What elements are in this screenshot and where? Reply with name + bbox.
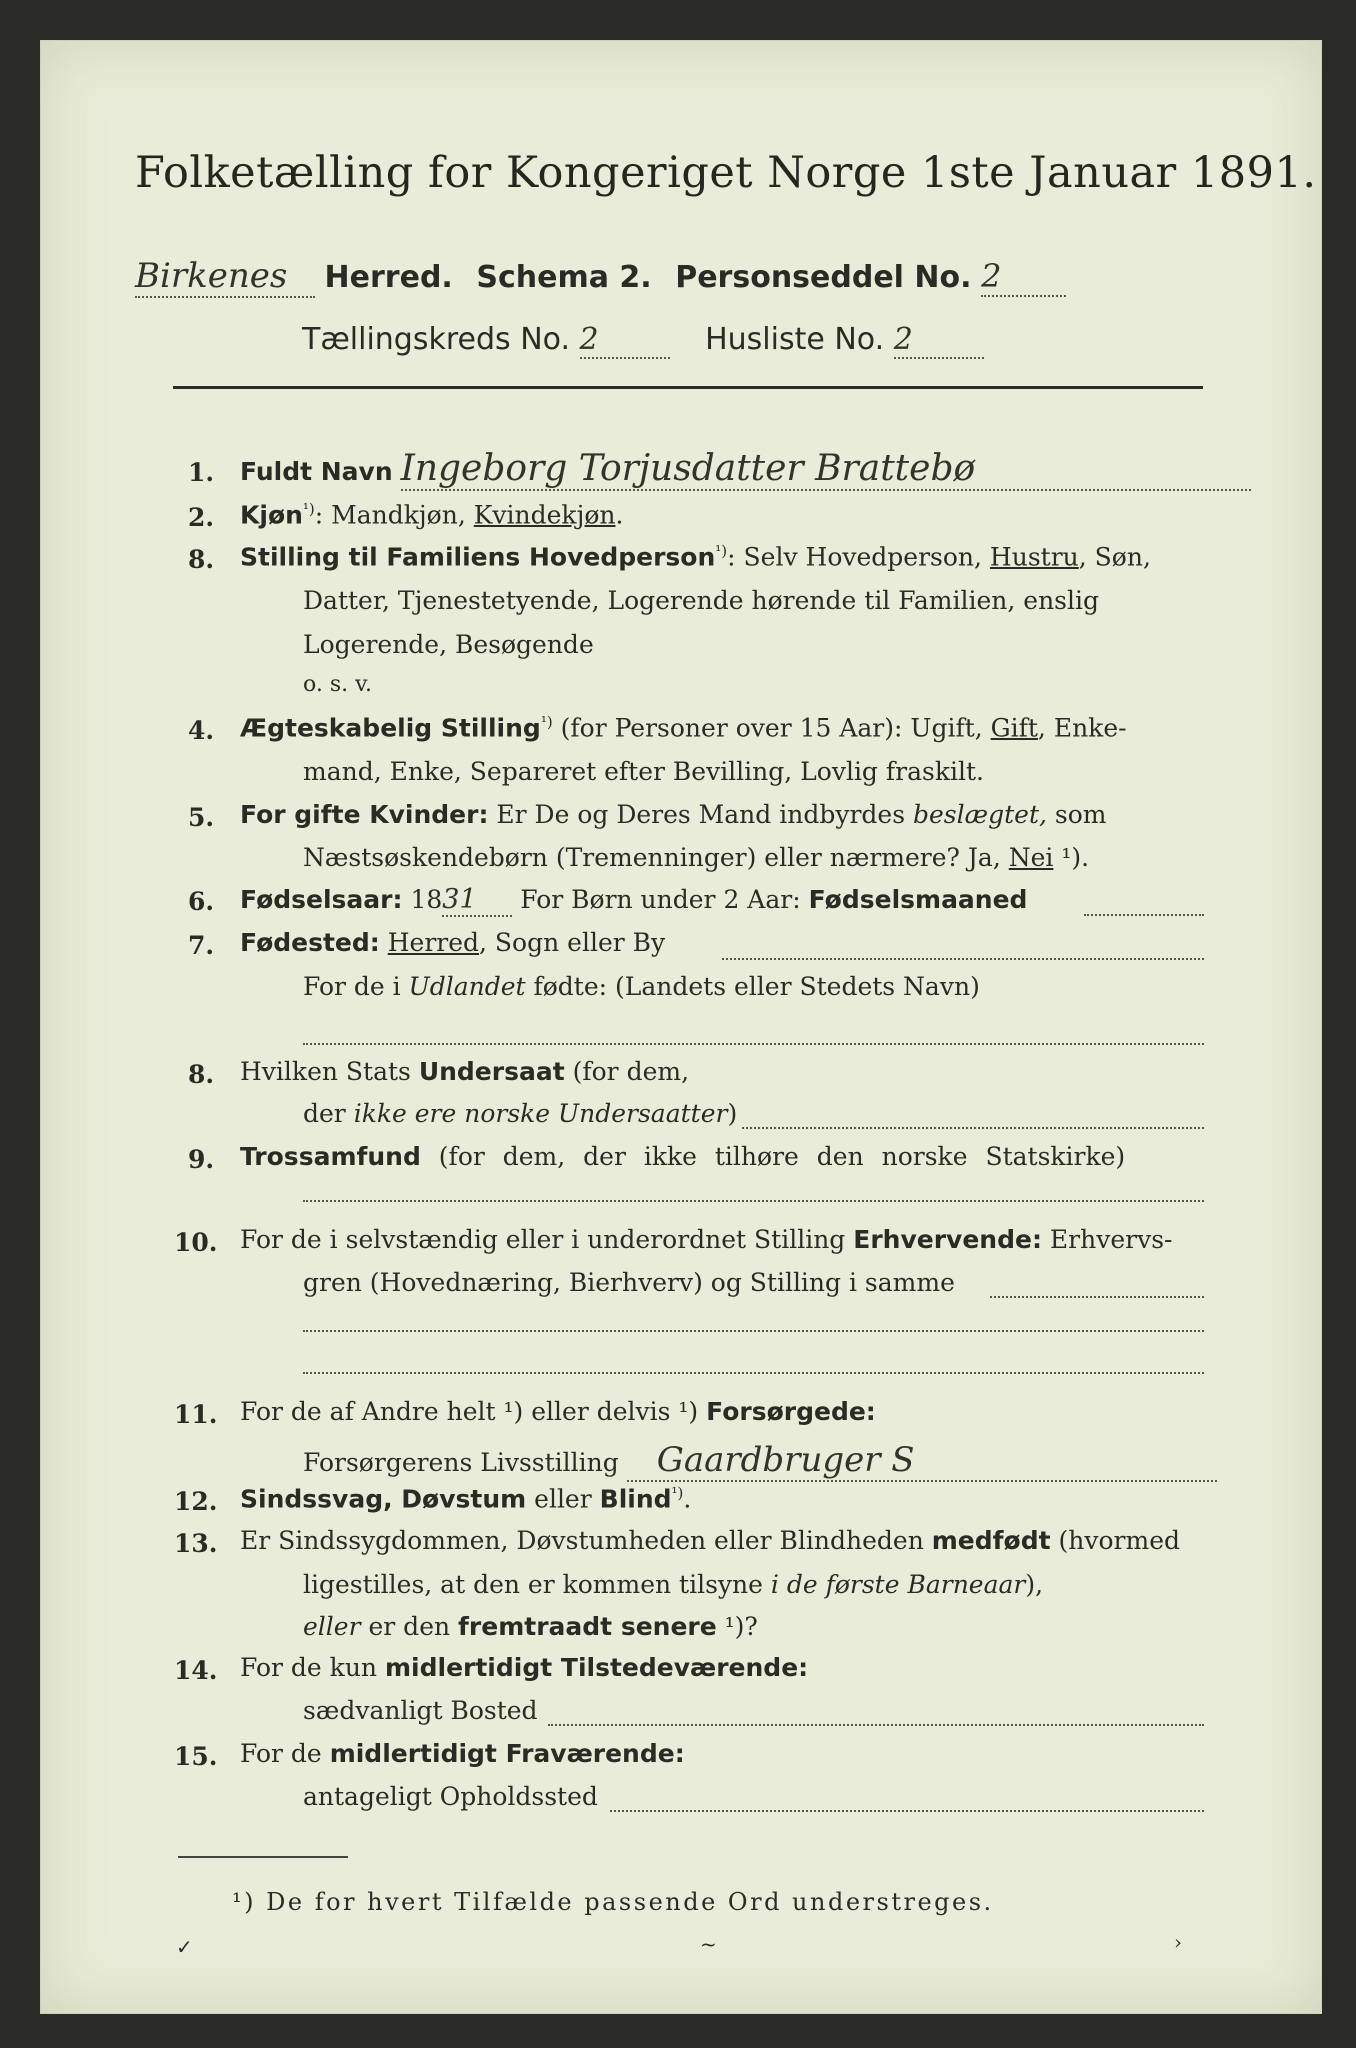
item-13-line-2-end: ), (1025, 1570, 1044, 1599)
item-8-italic: ikke ere norske Undersaatter (353, 1099, 728, 1128)
item-15-text: For de (240, 1739, 330, 1768)
item-7-line-2 (303, 972, 980, 1001)
item-8-line-2 (303, 1099, 737, 1128)
item-7-number: 7. (188, 931, 215, 960)
item-11-line-2 (303, 1440, 1217, 1482)
item-14-fill-line (548, 1724, 1204, 1726)
item-8-number: 8. (188, 1060, 215, 1089)
item-12 (240, 1484, 691, 1513)
item-7-selected: Herred (387, 928, 480, 957)
form-title: Folketælling for Kongeriget Norge 1ste Januar 1891. (135, 148, 1317, 198)
item-5-line-2 (303, 843, 1089, 872)
item-1 (240, 448, 1251, 491)
item-6-year-value: 31 (442, 884, 512, 917)
item-8-line-2-end: ) (727, 1099, 738, 1128)
item-13-line-3-italic: eller (303, 1612, 361, 1641)
item-3-label: Stilling til Familiens Hovedperson (240, 542, 716, 572)
header-divider (173, 386, 1203, 389)
item-8-label: Undersaat (418, 1057, 565, 1086)
item-13-italic: i de første Barneaar (770, 1570, 1026, 1599)
item-4-selected: Gift (990, 713, 1038, 743)
item-10 (240, 1225, 1172, 1254)
footnote-divider (178, 1856, 348, 1858)
item-13-number: 13. (174, 1529, 218, 1558)
item-10-fill-line (990, 1296, 1204, 1298)
kreds-label: Tællingskreds No. (302, 322, 570, 357)
item-7-line-2-end: fødte: (Landets eller Stedets Navn) (525, 972, 980, 1001)
kreds-number: 2 (580, 322, 670, 359)
item-3-line-3: Logerende, Besøgende (303, 630, 594, 659)
item-4-label: Ægteskabelig Stilling (240, 713, 541, 743)
item-9-label: Trossamfund (240, 1142, 421, 1171)
item-11-number: 11. (174, 1400, 218, 1429)
corner-mark-left: ✓ (176, 1935, 193, 1959)
item-7-label: Fødested: (240, 928, 380, 957)
personseddel-number: 2 (981, 257, 1066, 297)
item-2-label: Kjøn (240, 500, 303, 530)
item-6 (240, 884, 1027, 917)
item-5-end: som (1046, 800, 1107, 829)
item-13-line-2-text: ligestilles, at den er kommen tilsyne (303, 1570, 771, 1599)
item-13-line-3-end: ¹)? (716, 1612, 758, 1641)
herred-line (135, 256, 1066, 298)
item-8-line-2-text: der (303, 1099, 354, 1128)
item-11-text: For de af Andre helt ¹) eller delvis ¹) (240, 1397, 707, 1426)
item-14-number: 14. (174, 1656, 218, 1685)
item-7-fill-line (722, 958, 1204, 960)
item-4-sup: ¹) (540, 713, 553, 731)
item-11-label: Forsørgede: (706, 1397, 876, 1426)
item-5-line-2-end: ¹). (1053, 843, 1090, 872)
schema-label: Schema 2. (476, 260, 652, 295)
item-12-label-a: Sindssvag, Døvstum (240, 1484, 527, 1514)
kreds-line (302, 322, 984, 359)
item-5-selected: Nei (1008, 843, 1054, 872)
item-7-answer-line (303, 1043, 1204, 1045)
item-12-end: . (683, 1484, 692, 1514)
item-3-number: 8. (188, 545, 215, 574)
item-13-line-3-label: fremtraadt senere (458, 1612, 717, 1641)
item-10-label: Erhvervende: (853, 1225, 1042, 1254)
item-7-italic: Udlandet (408, 972, 526, 1001)
item-7 (240, 928, 665, 957)
item-13-text: Er Sindssygdommen, Døvstumheden eller Blindheden (240, 1526, 932, 1555)
item-6-label-2: Fødselsmaaned (808, 885, 1028, 914)
item-1-name-value: Ingeborg Torjusdatter Brattebø (401, 448, 1251, 491)
personseddel-label: Personseddel No. (675, 260, 972, 295)
item-3-line-4: o. s. v. (303, 672, 372, 697)
item-4-end: , Enke- (1037, 713, 1127, 743)
item-2-sup: ¹) (302, 500, 315, 518)
item-4 (240, 713, 1127, 742)
item-11 (240, 1397, 876, 1426)
item-3-text: : Selv Hovedperson, (727, 542, 990, 572)
item-2-selected: Kvindekjøn (473, 500, 616, 530)
item-12-number: 12. (174, 1487, 218, 1516)
item-5-italic: beslægtet, (913, 800, 1047, 829)
item-13-label: medfødt (931, 1526, 1051, 1555)
item-12-label-b: Blind (599, 1484, 672, 1514)
footnote: ¹) De for hvert Tilfælde passende Ord understreges. (232, 1888, 994, 1916)
item-14-text: For de kun (240, 1653, 385, 1682)
item-10-answer-line-1 (303, 1330, 1204, 1332)
item-5-text: Er De og Deres Mand indbyrdes (488, 800, 913, 829)
item-5-line-2-text: Næstsøskendebørn (Tremenninger) eller nærmere? Ja, (303, 843, 1009, 872)
item-15-number: 15. (174, 1742, 218, 1771)
item-2-text: : Mandkjøn, (314, 500, 474, 530)
item-15-line-2: antageligt Opholdssted (303, 1782, 598, 1811)
item-2-number: 2. (188, 503, 215, 532)
item-1-label: Fuldt Navn (240, 457, 393, 486)
herred-label: Herred. (324, 260, 453, 295)
item-7-text: , Sogn eller By (479, 928, 666, 957)
item-13-end: (hvormed (1050, 1526, 1180, 1555)
item-1-number: 1. (188, 458, 215, 487)
item-3 (240, 542, 1151, 571)
item-9-answer-line (303, 1200, 1204, 1202)
item-15-label: midlertidigt Fraværende: (329, 1739, 685, 1768)
item-8-fill-line (742, 1127, 1204, 1129)
item-9-number: 9. (188, 1145, 215, 1174)
item-3-end: , Søn, (1078, 542, 1151, 572)
item-8 (240, 1057, 689, 1086)
item-6-prefix: 18 (402, 885, 443, 914)
item-6-month-line (1084, 914, 1204, 916)
item-3-selected: Hustru (989, 542, 1079, 572)
item-6-label: Fødselsaar: (240, 885, 403, 914)
item-10-answer-line-2 (303, 1372, 1204, 1374)
item-3-line-2: Datter, Tjenestetyende, Logerende hørende til Familien, enslig (303, 586, 1100, 615)
item-6-number: 6. (188, 887, 215, 916)
item-7-line-2-text: For de i (303, 972, 409, 1001)
herred-handwritten: Birkenes (135, 256, 315, 298)
item-14 (240, 1653, 808, 1682)
item-10-number: 10. (174, 1228, 218, 1257)
item-10-line-2: gren (Hovednæring, Bierhverv) og Stilling i samme (303, 1268, 955, 1297)
item-13-line-3-text: er den (360, 1612, 459, 1641)
item-15-fill-line (610, 1810, 1204, 1812)
item-9-text: (for dem, der ikke tilhøre den norske Statskirke) (420, 1142, 1126, 1171)
item-5 (240, 800, 1107, 829)
item-4-text: (for Personer over 15 Aar): Ugift, (552, 713, 991, 743)
item-15 (240, 1739, 685, 1768)
item-13-line-3 (303, 1612, 758, 1641)
item-9 (240, 1142, 1125, 1171)
item-14-line-2: sædvanligt Bosted (303, 1696, 538, 1725)
item-12-sup: ¹) (671, 1484, 684, 1502)
item-5-number: 5. (188, 803, 215, 832)
item-10-end: Erhvervs- (1041, 1225, 1173, 1254)
corner-mark-center: ~ (700, 1932, 717, 1956)
item-13 (240, 1526, 1180, 1555)
item-2 (240, 500, 623, 529)
item-12-text: eller (526, 1484, 600, 1514)
item-4-line-2: mand, Enke, Separeret efter Bevilling, Lovlig fraskilt. (303, 757, 984, 786)
item-14-label: midlertidigt Tilstedeværende: (384, 1653, 809, 1682)
item-3-sup: ¹) (715, 542, 728, 560)
item-11-line-2-text: Forsørgerens Livsstilling (303, 1448, 619, 1477)
item-11-provider-value: Gaardbruger S (627, 1440, 1217, 1482)
husliste-number: 2 (894, 322, 984, 359)
item-8-end: (for dem, (564, 1057, 690, 1086)
item-4-number: 4. (188, 716, 215, 745)
item-6-text: For Børn under 2 Aar: (512, 885, 809, 914)
item-13-line-2 (303, 1570, 1043, 1599)
item-10-text: For de i selvstændig eller i underordnet Stilling (240, 1225, 854, 1254)
husliste-label: Husliste No. (705, 322, 885, 357)
item-8-text: Hvilken Stats (240, 1057, 419, 1086)
corner-mark-right: › (1174, 1930, 1182, 1954)
item-2-end: . (615, 500, 624, 530)
item-5-label: For gifte Kvinder: (240, 800, 489, 829)
